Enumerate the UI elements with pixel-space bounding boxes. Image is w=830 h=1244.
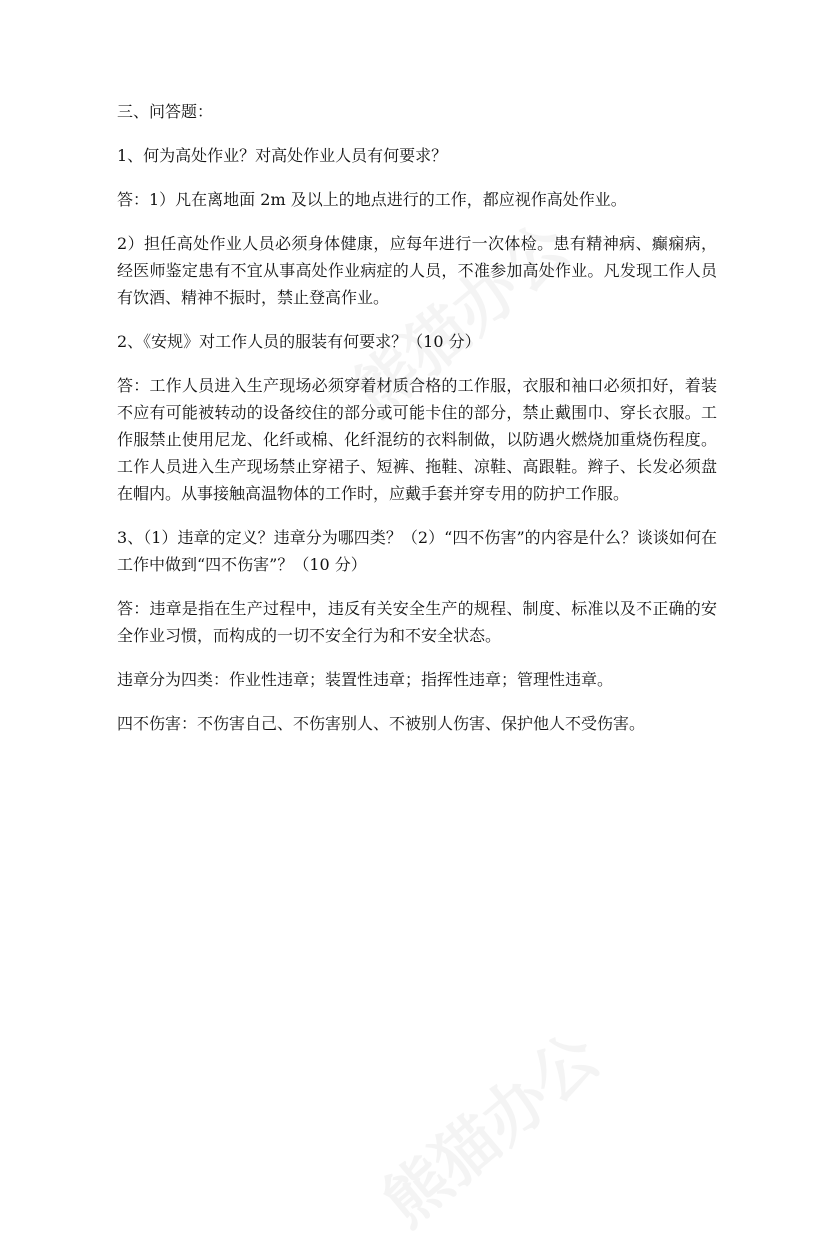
answer-1-part-1: 答：1）凡在离地面 2m 及以上的地点进行的工作，都应视作高处作业。	[117, 190, 627, 209]
answer-3-categories: 违章分为四类：作业性违章；装置性违章；指挥性违章；管理性违章。	[117, 670, 614, 689]
answer-3-definition: 答：违章是指在生产过程中，违反有关安全生产的规程、制度、标准以及不正确的安全作业习惯，而构成的一切不安全行为和不安全状态。	[117, 599, 717, 645]
answer-3-four-no-harm: 四不伤害：不伤害自己、不伤害别人、不被别人伤害、保护他人不受伤害。	[117, 714, 646, 733]
document-body	[117, 98, 717, 754]
question-2: 2、《安规》对工作人员的服装有何要求？（10 分）	[117, 332, 481, 351]
section-title: 三、问答题：	[117, 102, 214, 121]
answer-1-part-2: 2）担任高处作业人员必须身体健康，应每年进行一次体检。患有精神病、癫痫病，经医师鉴定患有不宜从事高处作业病症的人员，不准参加高处作业。凡发现工作人员有饮酒、精神不振时，禁止登高作业。	[117, 234, 717, 307]
watermark	[360, 1008, 615, 1243]
question-1: 1、何为高处作业？对高处作业人员有何要求？	[117, 146, 448, 165]
answer-2: 答：工作人员进入生产现场必须穿着材质合格的工作服，衣服和袖口必须扣好，着装不应有可能被转动的设备绞住的部分或可能卡住的部分，禁止戴围巾、穿长衣服。工作服禁止使用尼龙、化纤或棉、化纤混纺的衣料制做，以防遇火燃烧加重烧伤程度。工作人员进入生产现场禁止穿裙子、短裤、拖鞋、凉鞋、高跟鞋。辫子、长发必须盘在帽内。从事接触高温物体的工作时，应戴手套并穿专用的防护工作服。	[117, 376, 717, 503]
question-3: 3、（1）违章的定义？违章分为哪四类？（2）“四不伤害”的内容是什么？谈谈如何在工作中做到“四不伤害”？（10 分）	[117, 528, 717, 574]
